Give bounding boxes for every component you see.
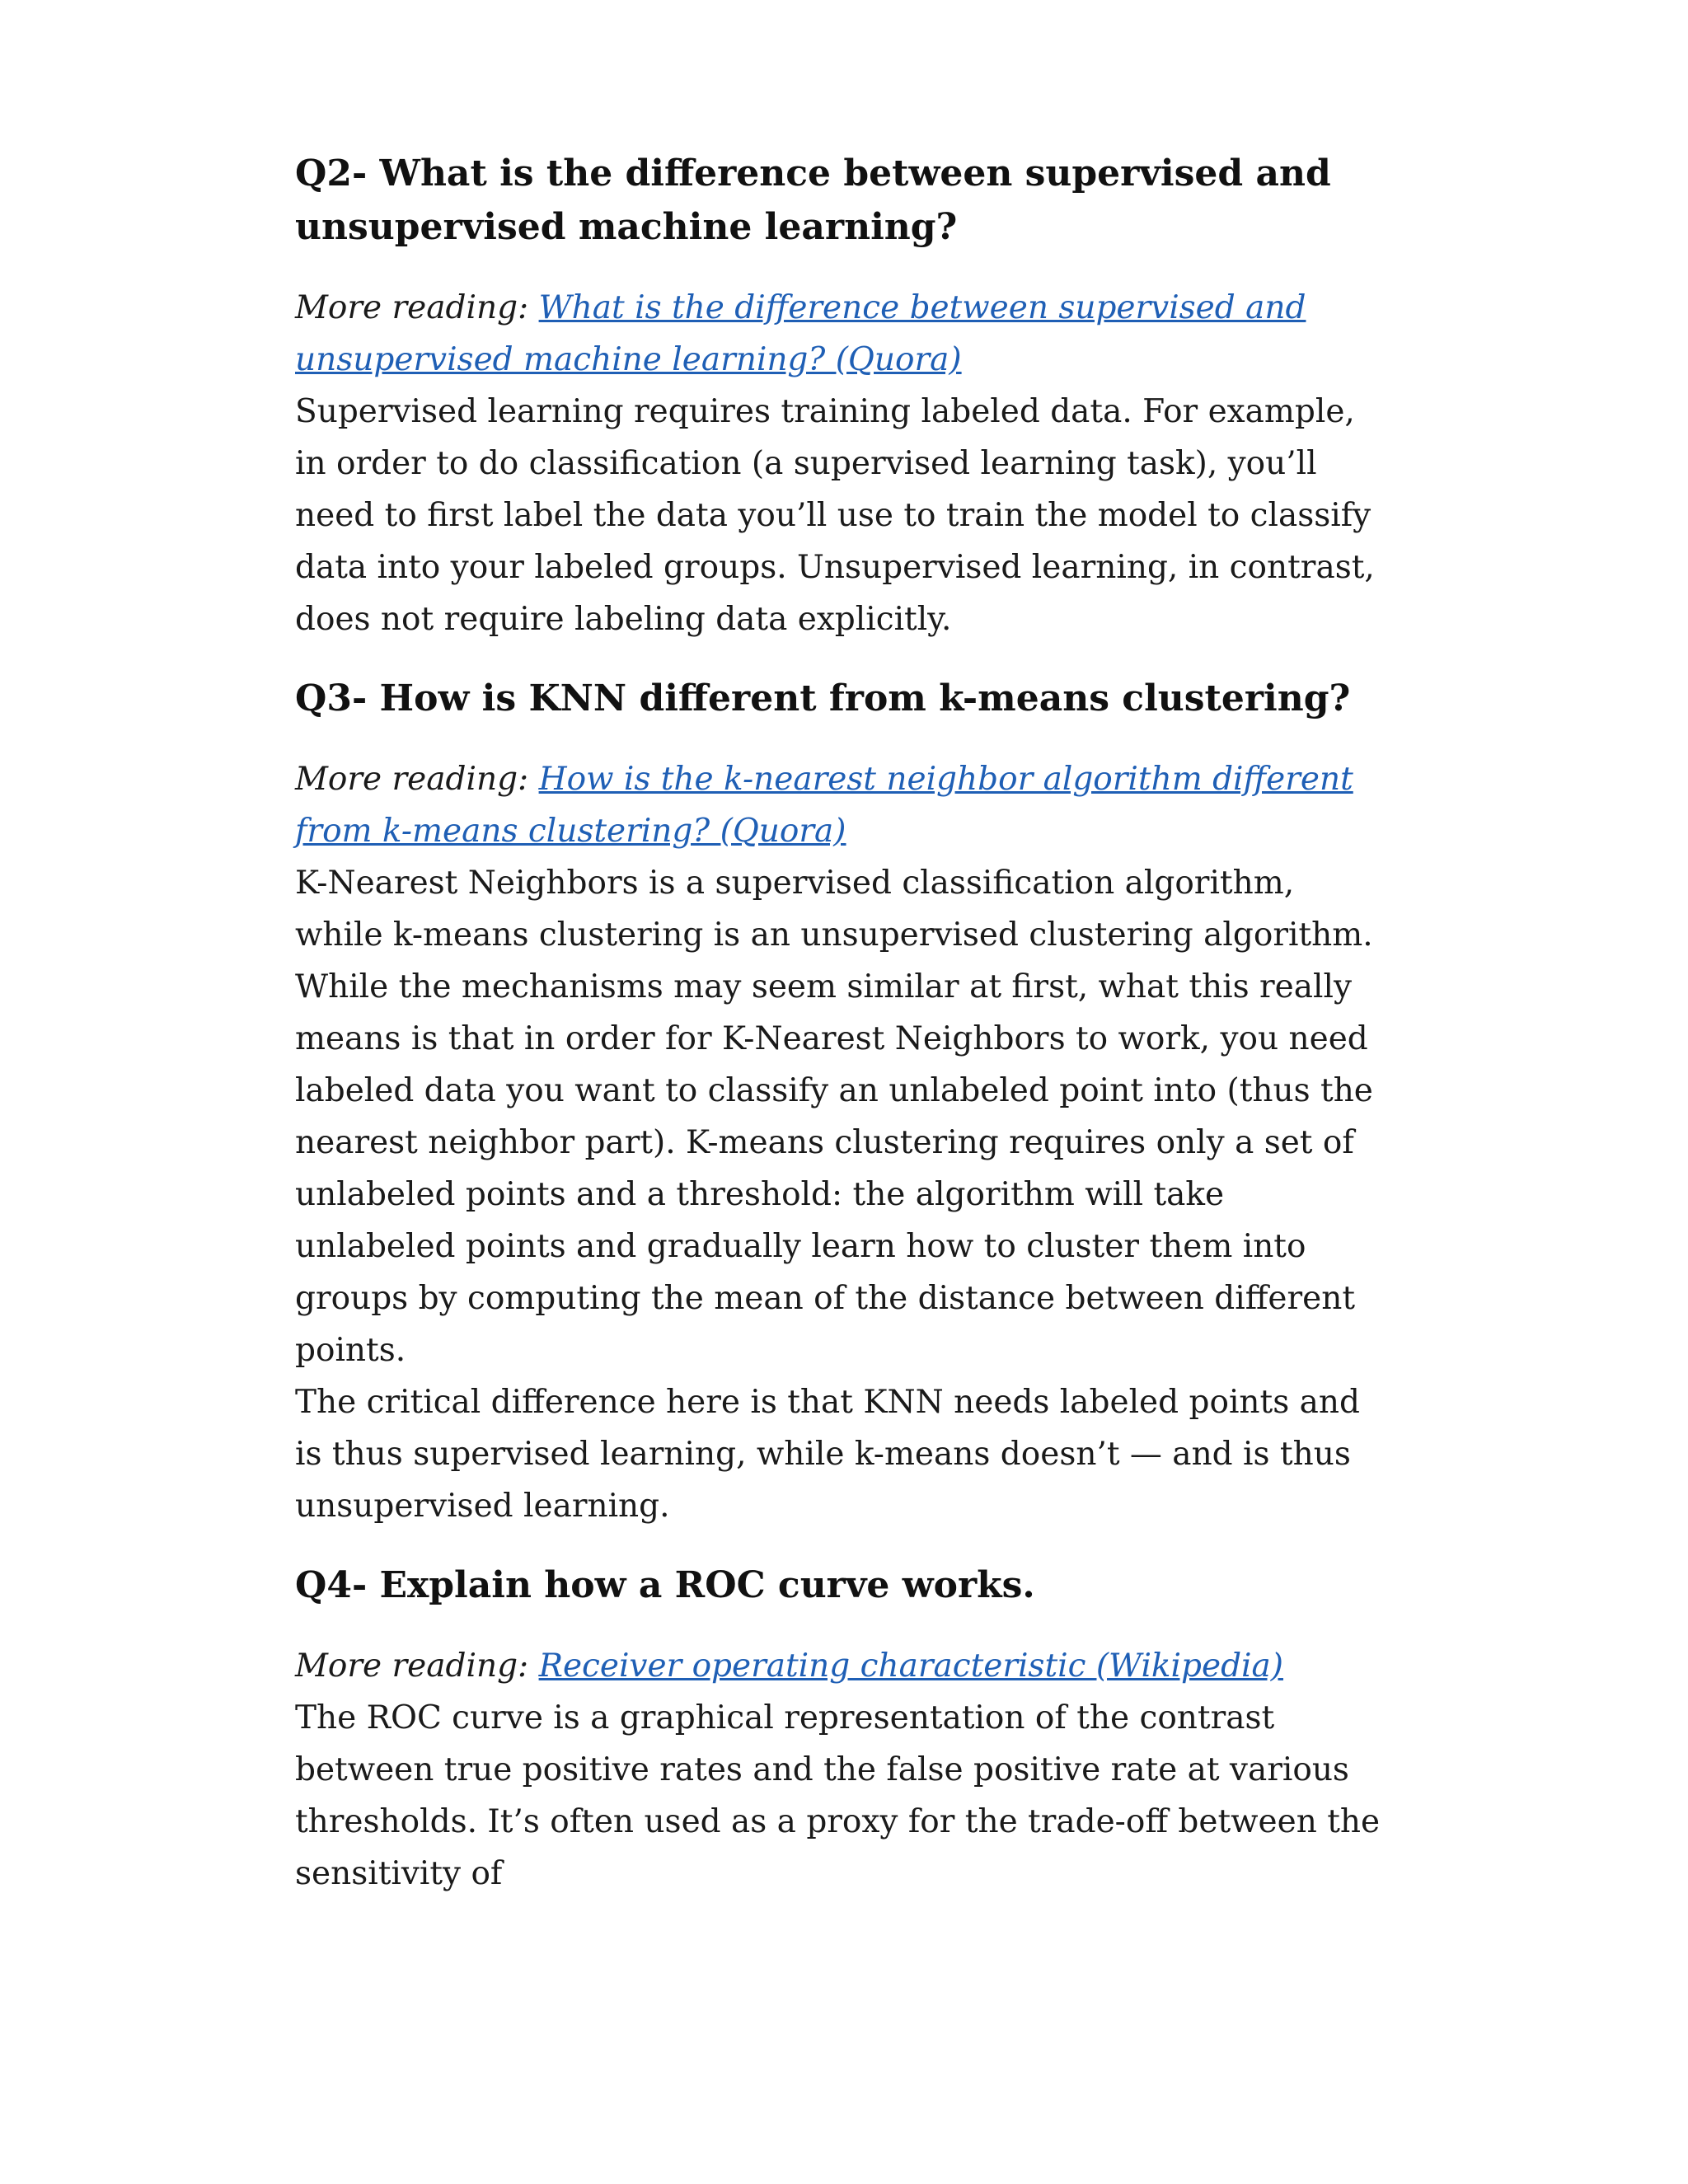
more-reading-link-q3[interactable]: How is the k-nearest neighbor algorithm different from k-means clustering? (Quora) bbox=[295, 761, 1353, 850]
more-reading-link-q4[interactable]: Receiver operating characteristic (Wikipedia) bbox=[538, 1647, 1283, 1685]
more-reading-q2 bbox=[295, 282, 1391, 386]
paragraph-q2-1: Supervised learning requires training labeled data. For example, in order to do classification (a supervised learning task), you’ll need to first label the data you’ll use to train the model to classify data into your labeled groups. Unsupervised learning, in contrast, does not require labeling data explicitly. bbox=[295, 393, 1375, 638]
more-reading-label: More reading: bbox=[295, 761, 539, 798]
more-reading-q4 bbox=[295, 1640, 1391, 1692]
paragraph-q3-2: The critical difference here is that KNN needs labeled points and is thus supervised learning, while k-means doesn’t — and is thus unsupervised learning. bbox=[295, 1384, 1360, 1525]
paragraph-q3-1: K-Nearest Neighbors is a supervised classification algorithm, while k-means clustering is an unsupervised clustering algorithm. While the mechanisms may seem similar at first, what this really means is that in order for K-Nearest Neighbors to work, you need labeled data you want to classify an unlabeled point into (thus the nearest neighbor part). K-means clustering requires only a set of unlabeled points and a threshold: the algorithm will take unlabeled points and gradually learn how to cluster them into groups by computing the mean of the distance between different points. bbox=[295, 865, 1373, 1369]
section-heading-q4: Q4- Explain how a ROC curve works. bbox=[295, 1564, 1035, 1606]
paragraph-q4-1: The ROC curve is a graphical representation of the contrast between true positive rates and the false positive rate at various thresholds. It’s often used as a proxy for the trade-off between the sensitivity of bbox=[295, 1699, 1381, 1892]
section-heading-q3: Q3- How is KNN different from k-means clustering? bbox=[295, 677, 1351, 719]
more-reading-q3 bbox=[295, 753, 1391, 857]
more-reading-link-q2[interactable]: What is the difference between supervised and unsupervised machine learning? (Quora) bbox=[295, 289, 1306, 378]
more-reading-label: More reading: bbox=[295, 289, 539, 326]
more-reading-label: More reading: bbox=[295, 1647, 539, 1685]
section-heading-q2: Q2- What is the difference between supervised and unsupervised machine learning? bbox=[295, 152, 1331, 248]
article-body bbox=[295, 147, 1391, 1900]
